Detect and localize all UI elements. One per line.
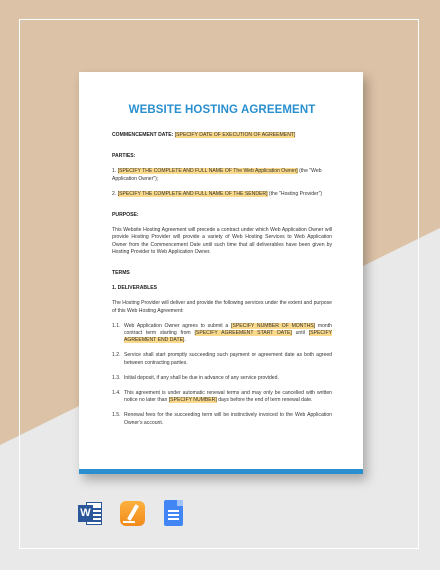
clause-1-1: 1.1. Web Application Owner agrees to submit a [SPECIFY NUMBER OF MONTHS] month contract term starting from [SPECIFY AGREEMENT START DATE] until [SPECIFY AGREEMENT END DATE]. — [112, 322, 333, 344]
microsoft-word-icon[interactable]: W — [78, 500, 104, 528]
document-page — [79, 72, 363, 474]
clause-1-5: 1.5. Renewal fees for the succeeding term will be instinctively invoiced to the Web Application Owner's account. — [112, 412, 332, 426]
clause-1-3: 1.3. Initial deposit, if any shall be due in advance of any service provided. — [112, 374, 279, 381]
commencement-date — [112, 132, 332, 139]
format-icons — [78, 500, 201, 528]
clause-1-4: 1.4. This agreement is under automatic renewal terms and may only be cancelled with written notice no later than [SPECIFY NUMBER] days before the end of term renewal date. — [112, 390, 332, 404]
commencement-placeholder: [SPECIFY DATE OF EXECUTION OF AGREEMENT] — [174, 132, 296, 138]
party-2-placeholder: [SPECIFY THE COMPLETE AND FULL NAME OF THE SENDER] — [117, 190, 268, 197]
document-title: WEBSITE HOSTING AGREEMENT — [128, 104, 316, 116]
commencement-label: COMMENCEMENT DATE: — [112, 132, 174, 138]
deliverables-heading: 1. DELIVERABLES — [112, 285, 158, 292]
party-1-placeholder: [SPECIFY THE COMPLETE AND FULL NAME OF The Web Application Owner] — [117, 168, 298, 175]
terms-heading: TERMS — [112, 270, 130, 277]
party-2: 2. [SPECIFY THE COMPLETE AND FULL NAME OF THE SENDER] (the "Hosting Provider") — [112, 190, 323, 197]
deliverables-intro: The Hosting Provider will deliver and provide the following services under the extent and purpose of this Web Hosting Agreement: — [112, 300, 332, 314]
purpose-heading: PURPOSE: — [112, 212, 139, 219]
clause-1-2: 1.2. Service shall start promptly succeeding such payment or agreement date as both agreed between contracting parties. — [112, 352, 332, 366]
page-footer-bar — [79, 469, 363, 474]
apple-pages-icon[interactable] — [119, 500, 145, 528]
purpose-text: This Website Hosting Agreement will precede a contract under which Web Application Owner will provide Hosting Provider will provide a variety of Web Hosting Services to Web Application Owner from the Commencement Date until such time that all deliverables have been given by Hosting Provider to Web Application Owner. — [112, 227, 332, 255]
party-1: 1. [SPECIFY THE COMPLETE AND FULL NAME OF The Web Application Owner] (the "Web Application Owner"); — [112, 168, 322, 182]
google-docs-icon[interactable] — [160, 500, 186, 528]
parties-heading: PARTIES: — [112, 153, 136, 160]
